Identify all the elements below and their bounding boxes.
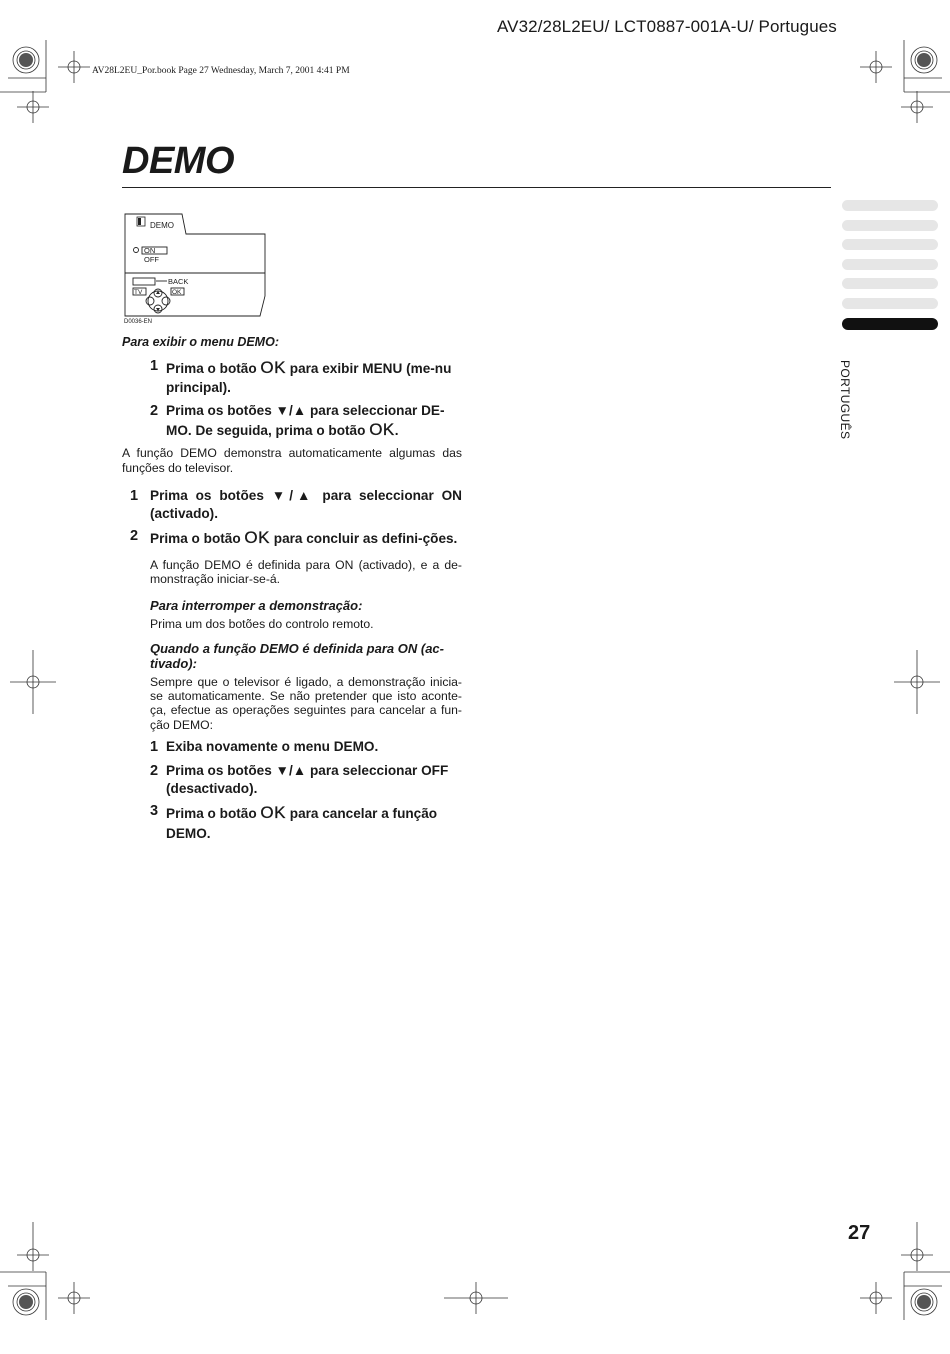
step-text: Prima os botões ▼/▲ para seleccionar DE-MO. De seguida, prima o botão OK.: [166, 402, 445, 440]
step-text: Exiba novamente o menu DEMO.: [166, 739, 379, 755]
page-title: DEMO: [122, 140, 234, 182]
ok-button-icon: OK: [260, 357, 286, 377]
language-tab: [842, 278, 938, 289]
note-paragraph: A função DEMO é definida para ON (activado), e a de-monstração iniciar-se-á.: [150, 557, 462, 586]
step-number: 1: [150, 739, 159, 756]
diagram-ok-label: OK: [172, 289, 182, 296]
when-on-heading: Quando a função DEMO é definida para ON (ac-tivado):: [150, 641, 444, 672]
ok-button-icon: OK: [369, 420, 395, 440]
interrupt-text: Prima um dos botões do controlo remoto.: [150, 616, 374, 631]
diagram-code: D0036-EN: [124, 319, 153, 325]
language-tab-active: [842, 318, 938, 330]
when-on-text: Sempre que o televisor é ligado, a demonstração inicia-se automaticamente. Se não pretender que isto aconte-ça, efectue as operações seguintes para cancelar a fun-ção DEMO:: [150, 674, 462, 732]
step-number: 1: [150, 357, 159, 374]
step-text: Prima o botão OK para concluir as defini-ções.: [150, 528, 458, 548]
language-side-label: PORTUGUÊS: [838, 360, 852, 440]
step-text: Prima o botão OK para cancelar a função DEMO.: [166, 803, 438, 841]
step-number: 3: [150, 803, 159, 820]
step-text: Prima os botões ▼/▲ para seleccionar ON (activado).: [150, 488, 462, 521]
ok-button-icon: OK: [244, 528, 270, 548]
diagram-option-off: OFF: [144, 255, 159, 264]
language-tab: [842, 200, 938, 211]
demo-menu-diagram: [124, 212, 269, 318]
step-item: [122, 738, 462, 757]
step-item: [122, 402, 462, 442]
step-item: [122, 762, 462, 797]
step-text: Prima os botões ▼/▲ para seleccionar OFF (desactivado).: [166, 763, 449, 796]
main-content: [122, 335, 462, 847]
step-number: 2: [150, 763, 159, 780]
document-reference: AV32/28L2EU/ LCT0887-001A-U/ Portugues: [497, 17, 837, 36]
language-tab: [842, 220, 938, 231]
step-item: [122, 487, 462, 522]
diagram-tab-label: DEMO: [150, 221, 174, 230]
title-divider: [122, 187, 831, 188]
language-tabs: [842, 200, 938, 338]
language-tab: [842, 298, 938, 309]
page-number: 27: [848, 1222, 871, 1244]
language-tab: [842, 259, 938, 270]
diagram-back-label: BACK: [168, 277, 189, 286]
step-item: [122, 802, 462, 842]
interrupt-heading: Para interromper a demonstração:: [150, 598, 363, 614]
diagram-tv-label: TV: [134, 289, 143, 296]
intro-paragraph: A função DEMO demonstra automaticamente algumas das funções do televisor.: [122, 446, 462, 475]
step-text: Prima o botão OK para exibir MENU (me-nu principal).: [166, 357, 452, 395]
step-number: 1: [130, 488, 139, 505]
step-item: [122, 357, 462, 397]
step-number: 2: [130, 528, 139, 545]
step-item: [122, 527, 462, 549]
ok-button-icon: OK: [260, 803, 286, 823]
step-number: 2: [150, 402, 159, 419]
language-tab: [842, 239, 938, 250]
diagram-option-on: ON: [144, 246, 156, 255]
book-print-info: AV28L2EU_Por.book Page 27 Wednesday, March 7, 2001 4:41 PM: [92, 66, 350, 76]
section-caption: Para exibir o menu DEMO:: [122, 335, 279, 349]
